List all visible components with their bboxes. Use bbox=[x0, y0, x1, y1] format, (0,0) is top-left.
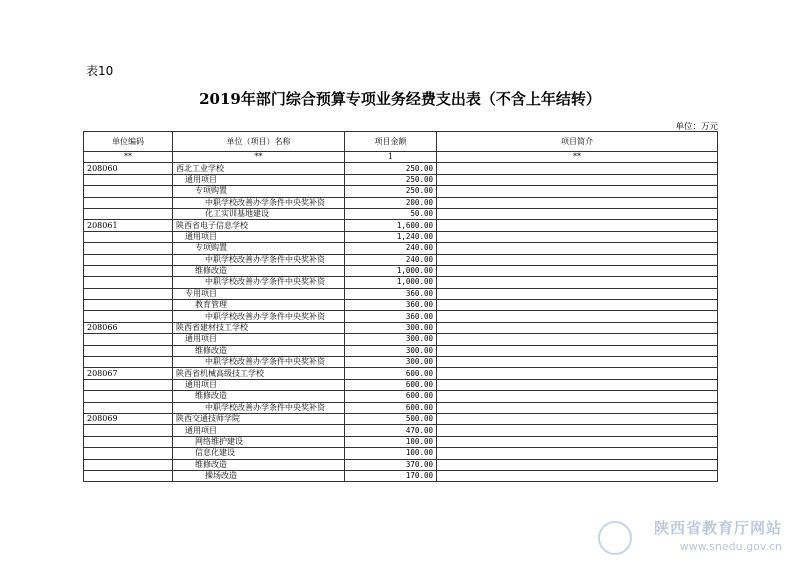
table-row bbox=[84, 163, 718, 174]
unit-name-cell: 维修改造 bbox=[173, 345, 345, 356]
amount-cell: 600.00 bbox=[345, 379, 437, 390]
table-row bbox=[84, 368, 718, 379]
table-row bbox=[84, 288, 718, 299]
unit-name-cell: 维修改造 bbox=[173, 265, 345, 276]
unit-code-cell bbox=[84, 288, 173, 299]
intro-cell bbox=[437, 197, 718, 208]
table-row bbox=[84, 413, 718, 424]
unit-name-cell: 西北工业学校 bbox=[173, 163, 345, 174]
unit-label: 单位：万元 bbox=[675, 122, 718, 132]
amount-cell: 300.00 bbox=[345, 345, 437, 356]
marker-cell: ** bbox=[84, 152, 173, 163]
unit-name-cell: 中职学校改善办学条件中央奖补资 bbox=[173, 277, 345, 288]
intro-cell bbox=[437, 311, 718, 322]
table-row bbox=[84, 277, 718, 288]
budget-table bbox=[83, 131, 718, 482]
amount-cell: 300.00 bbox=[345, 334, 437, 345]
amount-cell: 1,000.00 bbox=[345, 265, 437, 276]
watermark-name: 陕西省教育厅网站 bbox=[653, 519, 782, 537]
amount-cell: 100.00 bbox=[345, 448, 437, 459]
table-row bbox=[84, 300, 718, 311]
unit-name-cell: 化工实训基地建设 bbox=[173, 208, 345, 219]
unit-name-cell: 中职学校改善办学条件中央奖补资 bbox=[173, 311, 345, 322]
intro-cell bbox=[437, 231, 718, 242]
unit-code-cell bbox=[84, 379, 173, 390]
intro-cell bbox=[437, 459, 718, 470]
unit-name-cell: 中职学校改善办学条件中央奖补资 bbox=[173, 402, 345, 413]
unit-code-cell bbox=[84, 345, 173, 356]
table-row bbox=[84, 243, 718, 254]
unit-code-cell bbox=[84, 459, 173, 470]
intro-cell bbox=[437, 413, 718, 424]
table-row bbox=[84, 186, 718, 197]
table-row bbox=[84, 345, 718, 356]
unit-code-cell bbox=[84, 357, 173, 368]
table-row bbox=[84, 436, 718, 447]
unit-name-cell: 通用项目 bbox=[173, 174, 345, 185]
table-row bbox=[84, 357, 718, 368]
unit-name-cell: 教育管理 bbox=[173, 300, 345, 311]
intro-cell bbox=[437, 163, 718, 174]
unit-code-cell bbox=[84, 391, 173, 402]
amount-cell: 100.00 bbox=[345, 436, 437, 447]
intro-cell bbox=[437, 368, 718, 379]
unit-name-cell: 通用项目 bbox=[173, 334, 345, 345]
amount-cell: 250.00 bbox=[345, 174, 437, 185]
intro-cell bbox=[437, 334, 718, 345]
intro-cell bbox=[437, 322, 718, 333]
table-row bbox=[84, 265, 718, 276]
unit-name-cell: 信息化建设 bbox=[173, 448, 345, 459]
unit-name-cell: 中职学校改善办学条件中央奖补资 bbox=[173, 197, 345, 208]
unit-code-cell bbox=[84, 174, 173, 185]
table-row bbox=[84, 311, 718, 322]
unit-code-cell bbox=[84, 265, 173, 276]
unit-code-cell bbox=[84, 311, 173, 322]
amount-cell: 300.00 bbox=[345, 357, 437, 368]
intro-cell bbox=[437, 265, 718, 276]
unit-name-cell: 陕西交通技师学院 bbox=[173, 413, 345, 424]
table-row bbox=[84, 197, 718, 208]
unit-code-cell: 208061 bbox=[84, 220, 173, 231]
table-row bbox=[84, 174, 718, 185]
unit-code-cell bbox=[84, 231, 173, 242]
amount-cell: 1,600.00 bbox=[345, 220, 437, 231]
intro-cell bbox=[437, 448, 718, 459]
intro-cell bbox=[437, 470, 718, 481]
watermark bbox=[654, 517, 782, 553]
unit-code-cell bbox=[84, 197, 173, 208]
table-row bbox=[84, 220, 718, 231]
marker-cell: 1 bbox=[345, 152, 437, 163]
intro-cell bbox=[437, 243, 718, 254]
intro-cell bbox=[437, 254, 718, 265]
table-body bbox=[84, 152, 718, 482]
header-project-amount: 项目金额 bbox=[345, 132, 437, 152]
header-unit-name: 单位（项目）名称 bbox=[173, 132, 345, 152]
amount-cell: 600.00 bbox=[345, 368, 437, 379]
table-number: 表10 bbox=[86, 64, 114, 78]
intro-cell bbox=[437, 208, 718, 219]
amount-cell: 470.00 bbox=[345, 425, 437, 436]
amount-cell: 300.00 bbox=[345, 322, 437, 333]
intro-cell bbox=[437, 402, 718, 413]
header-unit-code: 单位编码 bbox=[84, 132, 173, 152]
unit-name-cell: 专用项目 bbox=[173, 288, 345, 299]
amount-cell: 500.00 bbox=[345, 413, 437, 424]
intro-cell bbox=[437, 186, 718, 197]
table-row bbox=[84, 402, 718, 413]
unit-name-cell: 专项购置 bbox=[173, 186, 345, 197]
unit-code-cell bbox=[84, 402, 173, 413]
unit-name-cell: 通用项目 bbox=[173, 231, 345, 242]
unit-code-cell: 208060 bbox=[84, 163, 173, 174]
unit-code-cell bbox=[84, 425, 173, 436]
unit-name-cell: 通用项目 bbox=[173, 379, 345, 390]
table-row bbox=[84, 254, 718, 265]
unit-code-cell: 208067 bbox=[84, 368, 173, 379]
unit-name-cell: 维修改造 bbox=[173, 391, 345, 402]
amount-cell: 600.00 bbox=[345, 391, 437, 402]
amount-cell: 600.00 bbox=[345, 402, 437, 413]
table-row bbox=[84, 391, 718, 402]
watermark-emblem-icon bbox=[598, 521, 632, 555]
amount-cell: 360.00 bbox=[345, 300, 437, 311]
intro-cell bbox=[437, 391, 718, 402]
unit-code-cell bbox=[84, 186, 173, 197]
amount-cell: 360.00 bbox=[345, 311, 437, 322]
intro-cell bbox=[437, 220, 718, 231]
unit-code-cell bbox=[84, 243, 173, 254]
unit-name-cell: 维修改造 bbox=[173, 459, 345, 470]
intro-cell bbox=[437, 174, 718, 185]
table-row bbox=[84, 334, 718, 345]
table-row bbox=[84, 231, 718, 242]
table-row bbox=[84, 379, 718, 390]
unit-code-cell bbox=[84, 208, 173, 219]
unit-name-cell: 通用项目 bbox=[173, 425, 345, 436]
amount-cell: 240.00 bbox=[345, 243, 437, 254]
table-row bbox=[84, 322, 718, 333]
unit-name-cell: 陕西省建材技工学校 bbox=[173, 322, 345, 333]
intro-cell bbox=[437, 357, 718, 368]
amount-cell: 170.00 bbox=[345, 470, 437, 481]
amount-cell: 200.00 bbox=[345, 197, 437, 208]
marker-cell: ** bbox=[437, 152, 718, 163]
intro-cell bbox=[437, 425, 718, 436]
intro-cell bbox=[437, 277, 718, 288]
unit-code-cell bbox=[84, 300, 173, 311]
unit-name-cell: 网络维护建设 bbox=[173, 436, 345, 447]
unit-code-cell bbox=[84, 277, 173, 288]
unit-name-cell: 中职学校改善办学条件中央奖补资 bbox=[173, 357, 345, 368]
unit-name-cell: 陕西省机械高级技工学校 bbox=[173, 368, 345, 379]
unit-code-cell: 208066 bbox=[84, 322, 173, 333]
amount-cell: 50.00 bbox=[345, 208, 437, 219]
unit-name-cell: 专项购置 bbox=[173, 243, 345, 254]
marker-cell: ** bbox=[173, 152, 345, 163]
unit-code-cell bbox=[84, 436, 173, 447]
unit-code-cell: 208069 bbox=[84, 413, 173, 424]
unit-code-cell bbox=[84, 254, 173, 265]
intro-cell bbox=[437, 345, 718, 356]
header-project-intro: 项目简介 bbox=[437, 132, 718, 152]
table-row bbox=[84, 459, 718, 470]
amount-cell: 240.00 bbox=[345, 254, 437, 265]
intro-cell bbox=[437, 379, 718, 390]
intro-cell bbox=[437, 436, 718, 447]
amount-cell: 1,000.00 bbox=[345, 277, 437, 288]
table-row bbox=[84, 448, 718, 459]
unit-code-cell bbox=[84, 334, 173, 345]
amount-cell: 360.00 bbox=[345, 288, 437, 299]
intro-cell bbox=[437, 300, 718, 311]
unit-name-cell: 陕西省电子信息学校 bbox=[173, 220, 345, 231]
amount-cell: 250.00 bbox=[345, 163, 437, 174]
marker-row bbox=[84, 152, 718, 163]
header-row bbox=[84, 132, 718, 152]
amount-cell: 250.00 bbox=[345, 186, 437, 197]
unit-code-cell bbox=[84, 448, 173, 459]
amount-cell: 1,240.00 bbox=[345, 231, 437, 242]
unit-name-cell: 中职学校改善办学条件中央奖补资 bbox=[173, 254, 345, 265]
amount-cell: 370.00 bbox=[345, 459, 437, 470]
intro-cell bbox=[437, 288, 718, 299]
watermark-url: www.snedu.gov.cn bbox=[679, 540, 782, 553]
table-row bbox=[84, 425, 718, 436]
unit-name-cell: 操场改造 bbox=[173, 470, 345, 481]
table-row bbox=[84, 208, 718, 219]
page-title: 2019年部门综合预算专项业务经费支出表（不含上年结转） bbox=[199, 90, 601, 108]
table-row bbox=[84, 470, 718, 481]
unit-code-cell bbox=[84, 470, 173, 481]
